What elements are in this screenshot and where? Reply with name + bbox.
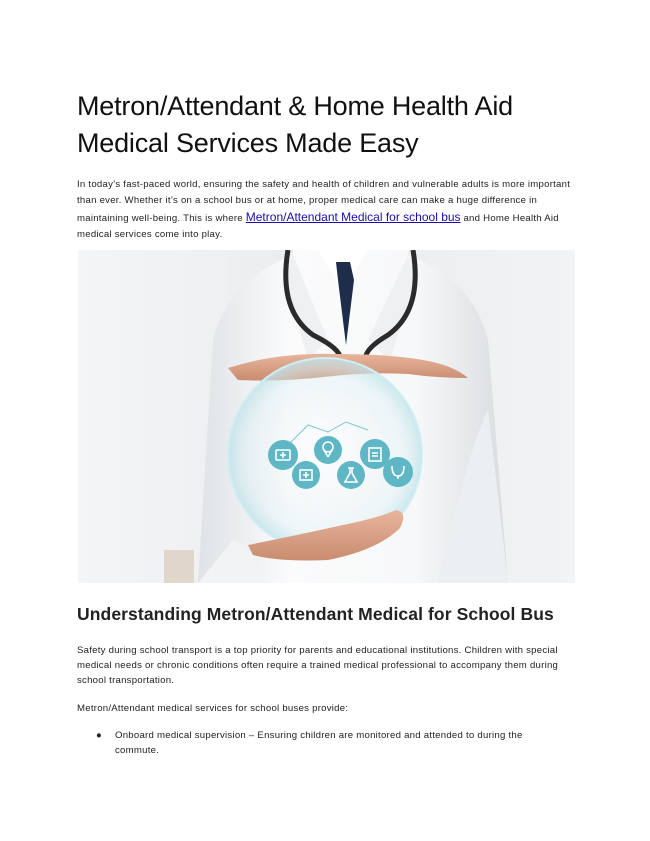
page-title: Metron/Attendant & Home Health Aid Medical Services Made Easy	[77, 91, 513, 158]
section-heading: Understanding Metron/Attendant Medical for School Bus	[77, 604, 554, 624]
school-bus-medical-link[interactable]: Metron/Attendant Medical for school bus	[245, 210, 461, 224]
list-intro: Metron/Attendant medical services for school buses provide:	[77, 703, 349, 714]
doctor-hero-image	[78, 250, 575, 583]
services-list	[96, 728, 566, 758]
list-item	[96, 728, 566, 758]
intro-paragraph	[77, 177, 573, 243]
section-paragraph: Safety during school transport is a top priority for parents and educational institutions. Children with special medical needs or chronic conditions often require a trained medical professional to accompany them during school transportation.	[77, 645, 559, 686]
intro-text: In today’s fast-paced world, ensuring the safety and health of children and vulnerable adults is more important than ever. Whether it’s on a school bus or at home, proper medical care can make a huge difference in maintaining well-being. This is where	[77, 179, 571, 224]
heart-location-icon	[314, 436, 342, 464]
list-item-label: Onboard medical supervision	[115, 730, 247, 741]
bullet-icon: ●	[96, 730, 103, 741]
stethoscope-icon	[383, 457, 413, 487]
list-item-text: – Ensuring children are monitored and attended to during the commute.	[115, 730, 523, 756]
intro-text-end: and Home Health Aid medical services come into play.	[77, 213, 559, 240]
lab-flask-icon	[337, 461, 365, 489]
